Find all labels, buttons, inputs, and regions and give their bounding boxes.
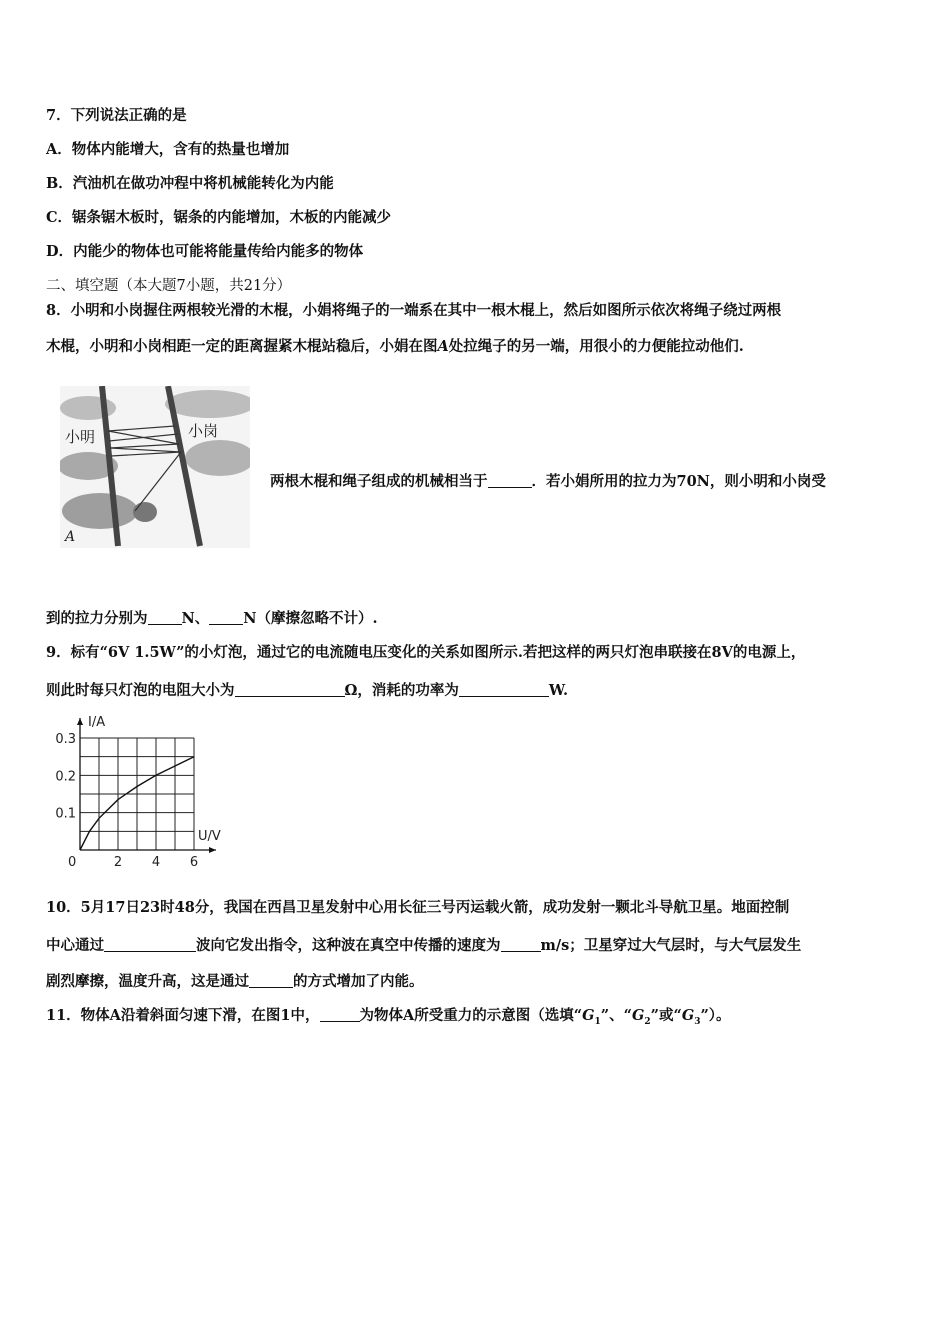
blank-machine[interactable] <box>488 473 532 488</box>
blank-wave-type[interactable] <box>104 937 196 952</box>
q7-option-c: C．锯条锯木板时，锯条的内能增加，木板的内能减少 <box>46 209 392 226</box>
section-title: 二、填空题（本大题7小题，共21分） <box>46 278 292 294</box>
q7-option-d: D．内能少的物体也可能将能量传给内能多的物体 <box>46 243 364 260</box>
q8-side-text: 两根木棍和绳子组成的机械相当于 ．若小娟所用的拉力为70N，则小明和小岗受 <box>270 473 826 490</box>
blank-power[interactable] <box>459 682 549 697</box>
q10-line3: 剧烈摩擦，温度升高，这是通过 的方式增加了内能。 <box>46 973 424 990</box>
blank-gravity[interactable] <box>320 1007 360 1022</box>
x-axis-label: U/V <box>198 829 221 844</box>
label-a: A <box>65 529 76 545</box>
sticks-rope-figure <box>60 386 250 548</box>
blank-force-xiaoming[interactable] <box>148 610 182 625</box>
origin-label: 0 <box>68 855 77 870</box>
q8-line3: 到的拉力分别为 N、 N（摩擦忽略不计）. <box>46 610 378 627</box>
q7-option-a: A．物体内能增大，含有的热量也增加 <box>46 141 290 158</box>
x-tick-label: 4 <box>151 855 161 870</box>
q10-line1: 10．5月17日23时48分，我国在西昌卫星发射中心用长征三号丙运载火箭，成功发射一颗北斗导航卫星。地面控制 <box>46 899 790 916</box>
blank-wave-speed[interactable] <box>501 937 541 952</box>
q11-line: 11．物体A沿着斜面匀速下滑，在图1中， 为物体A所受重力的示意图（选填“$G_1$”、“$G_2$”或“$G_3$”）。 <box>46 1007 731 1027</box>
q8-line1: 8．小明和小岗握住两根较光滑的木棍，小娟将绳子的一端系在其中一根木棍上，然后如图所示依次将绳子绕过两根 <box>46 302 782 319</box>
blank-method[interactable] <box>249 973 293 988</box>
y-axis-arrow <box>77 718 83 725</box>
x-tick-label: 6 <box>189 855 199 870</box>
label-xiaoming: 小明 <box>65 428 96 446</box>
x-axis-arrow <box>209 847 216 853</box>
blank-resistance[interactable] <box>235 682 345 697</box>
q9-line1: 9．标有“6V 1.5W”的小灯泡，通过它的电流随电压变化的关系如图所示.若把这样的两只灯泡串联接在8V的电源上， <box>46 644 806 661</box>
q8-line2: 木棍，小明和小岗相距一定的距离握紧木棍站稳后，小娟在图A处拉绳子的另一端，用很小的力便能拉动他们. <box>46 338 744 355</box>
iu-graph <box>50 710 230 870</box>
y-tick-label: 0.2 <box>55 769 76 785</box>
q7-option-b: B．汽油机在做功冲程中将机械能转化为内能 <box>46 175 334 192</box>
y-axis-label: I/A <box>88 715 106 730</box>
q9-line2: 则此时每只灯泡的电阻大小为 Ω，消耗的功率为 W. <box>46 682 568 699</box>
label-xiaogang: 小岗 <box>188 422 219 440</box>
y-tick-label: 0.3 <box>55 732 76 747</box>
q7-stem: 7．下列说法正确的是 <box>46 107 187 124</box>
y-tick-label: 0.1 <box>55 806 76 822</box>
blank-force-xiaogang[interactable] <box>209 610 243 625</box>
q10-line2: 中心通过 波向它发出指令，这种波在真空中传播的速度为 m/s；卫星穿过大气层时，与大气层发生 <box>46 937 802 954</box>
x-tick-label: 2 <box>113 855 123 870</box>
